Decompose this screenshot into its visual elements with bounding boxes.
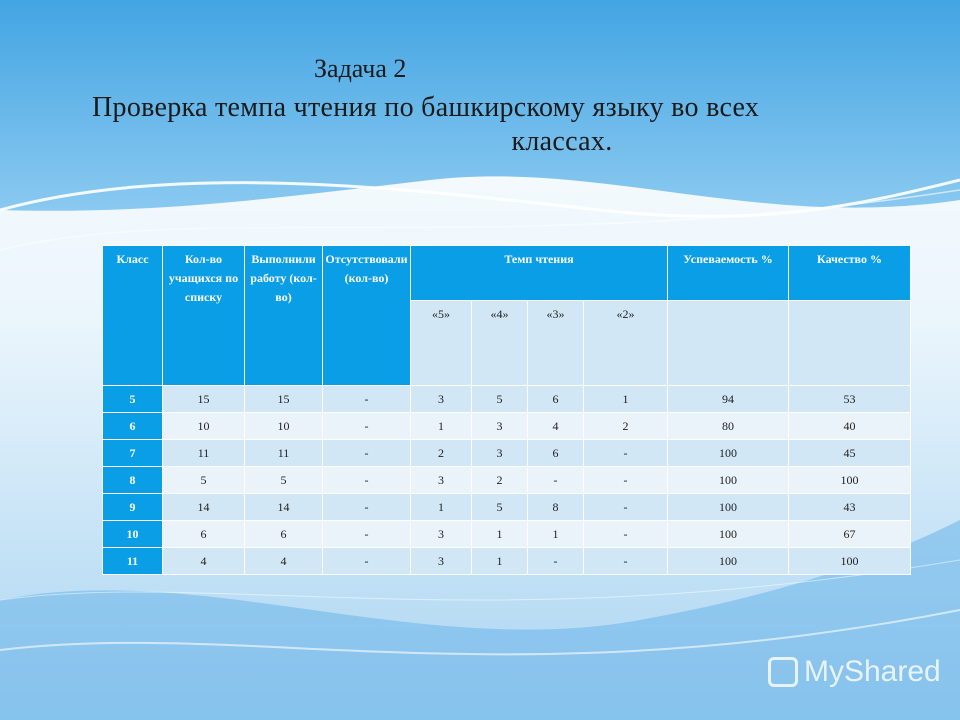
- row-class: 7: [103, 440, 163, 467]
- subtitle-line-1: Проверка темпа чтения по башкирскому языку во всех: [92, 92, 760, 123]
- cell-students: 11: [163, 440, 245, 467]
- cell-grade-4: 5: [472, 386, 528, 413]
- table-row: [103, 548, 911, 575]
- watermark-logo: [768, 655, 941, 689]
- cell-completed: 5: [245, 467, 323, 494]
- cell-students: 6: [163, 521, 245, 548]
- cell-grade-5: 3: [411, 467, 472, 494]
- cell-students: 5: [163, 467, 245, 494]
- cell-grade-2: 1: [584, 386, 668, 413]
- cell-grade-4: 3: [472, 440, 528, 467]
- cell-grade-4: 5: [472, 494, 528, 521]
- cell-grade-4: 3: [472, 413, 528, 440]
- cell-grade-4: 1: [472, 548, 528, 575]
- cell-grade-2: -: [584, 494, 668, 521]
- cell-grade-3: 6: [528, 440, 584, 467]
- grade-header-2: «2»: [584, 301, 668, 386]
- cell-progress: 100: [668, 440, 789, 467]
- header-completed: Выполнили работу (кол-во): [245, 246, 323, 386]
- slide-title-subtitle: [92, 91, 902, 159]
- cell-grade-5: 2: [411, 440, 472, 467]
- table-row: [103, 494, 911, 521]
- cell-quality: 43: [789, 494, 911, 521]
- table-row: [103, 467, 911, 494]
- quality-subheader: [789, 301, 911, 386]
- header-progress: Успеваемость %: [668, 246, 789, 301]
- row-class: 5: [103, 386, 163, 413]
- myshared-icon: [768, 657, 798, 687]
- header-students: Кол-во учащихся по списку: [163, 246, 245, 386]
- cell-completed: 4: [245, 548, 323, 575]
- cell-absent: -: [323, 413, 411, 440]
- header-quality: Качество %: [789, 246, 911, 301]
- cell-completed: 15: [245, 386, 323, 413]
- watermark-text: MyShared: [804, 655, 941, 688]
- cell-grade-5: 1: [411, 494, 472, 521]
- header-tempo: Темп чтения: [411, 246, 668, 301]
- cell-grade-2: -: [584, 521, 668, 548]
- grade-header-3: «3»: [528, 301, 584, 386]
- row-class: 8: [103, 467, 163, 494]
- progress-subheader: [668, 301, 789, 386]
- cell-grade-2: -: [584, 440, 668, 467]
- cell-progress: 80: [668, 413, 789, 440]
- row-class: 6: [103, 413, 163, 440]
- cell-progress: 100: [668, 467, 789, 494]
- cell-students: 14: [163, 494, 245, 521]
- table-row: [103, 440, 911, 467]
- slide-title-task: Задача 2: [314, 54, 407, 83]
- cell-progress: 100: [668, 494, 789, 521]
- cell-absent: -: [323, 548, 411, 575]
- cell-grade-3: -: [528, 548, 584, 575]
- cell-quality: 45: [789, 440, 911, 467]
- row-class: 9: [103, 494, 163, 521]
- cell-quality: 40: [789, 413, 911, 440]
- header-class: Класс: [103, 246, 163, 386]
- subtitle-line-2: классах.: [511, 126, 613, 157]
- cell-quality: 100: [789, 467, 911, 494]
- cell-grade-2: 2: [584, 413, 668, 440]
- cell-grade-5: 1: [411, 413, 472, 440]
- grade-header-5: «5»: [411, 301, 472, 386]
- cell-progress: 100: [668, 548, 789, 575]
- cell-grade-5: 3: [411, 386, 472, 413]
- cell-students: 4: [163, 548, 245, 575]
- cell-completed: 11: [245, 440, 323, 467]
- header-absent: Отсутствовали (кол-во): [323, 246, 411, 386]
- cell-completed: 14: [245, 494, 323, 521]
- cell-quality: 100: [789, 548, 911, 575]
- row-class: 10: [103, 521, 163, 548]
- cell-completed: 6: [245, 521, 323, 548]
- cell-students: 15: [163, 386, 245, 413]
- table-row: [103, 386, 911, 413]
- table-row: [103, 413, 911, 440]
- cell-students: 10: [163, 413, 245, 440]
- cell-absent: -: [323, 494, 411, 521]
- grade-header-4: «4»: [472, 301, 528, 386]
- cell-absent: -: [323, 521, 411, 548]
- cell-grade-3: 6: [528, 386, 584, 413]
- cell-grade-3: 8: [528, 494, 584, 521]
- cell-grade-4: 2: [472, 467, 528, 494]
- cell-grade-5: 3: [411, 548, 472, 575]
- cell-grade-2: -: [584, 548, 668, 575]
- cell-grade-5: 3: [411, 521, 472, 548]
- cell-completed: 10: [245, 413, 323, 440]
- cell-absent: -: [323, 440, 411, 467]
- cell-grade-3: 4: [528, 413, 584, 440]
- cell-grade-4: 1: [472, 521, 528, 548]
- cell-quality: 53: [789, 386, 911, 413]
- cell-grade-3: 1: [528, 521, 584, 548]
- cell-grade-2: -: [584, 467, 668, 494]
- cell-absent: -: [323, 467, 411, 494]
- cell-quality: 67: [789, 521, 911, 548]
- cell-progress: 94: [668, 386, 789, 413]
- row-class: 11: [103, 548, 163, 575]
- cell-progress: 100: [668, 521, 789, 548]
- reading-tempo-table: [102, 245, 911, 575]
- table-row: [103, 521, 911, 548]
- cell-absent: -: [323, 386, 411, 413]
- cell-grade-3: -: [528, 467, 584, 494]
